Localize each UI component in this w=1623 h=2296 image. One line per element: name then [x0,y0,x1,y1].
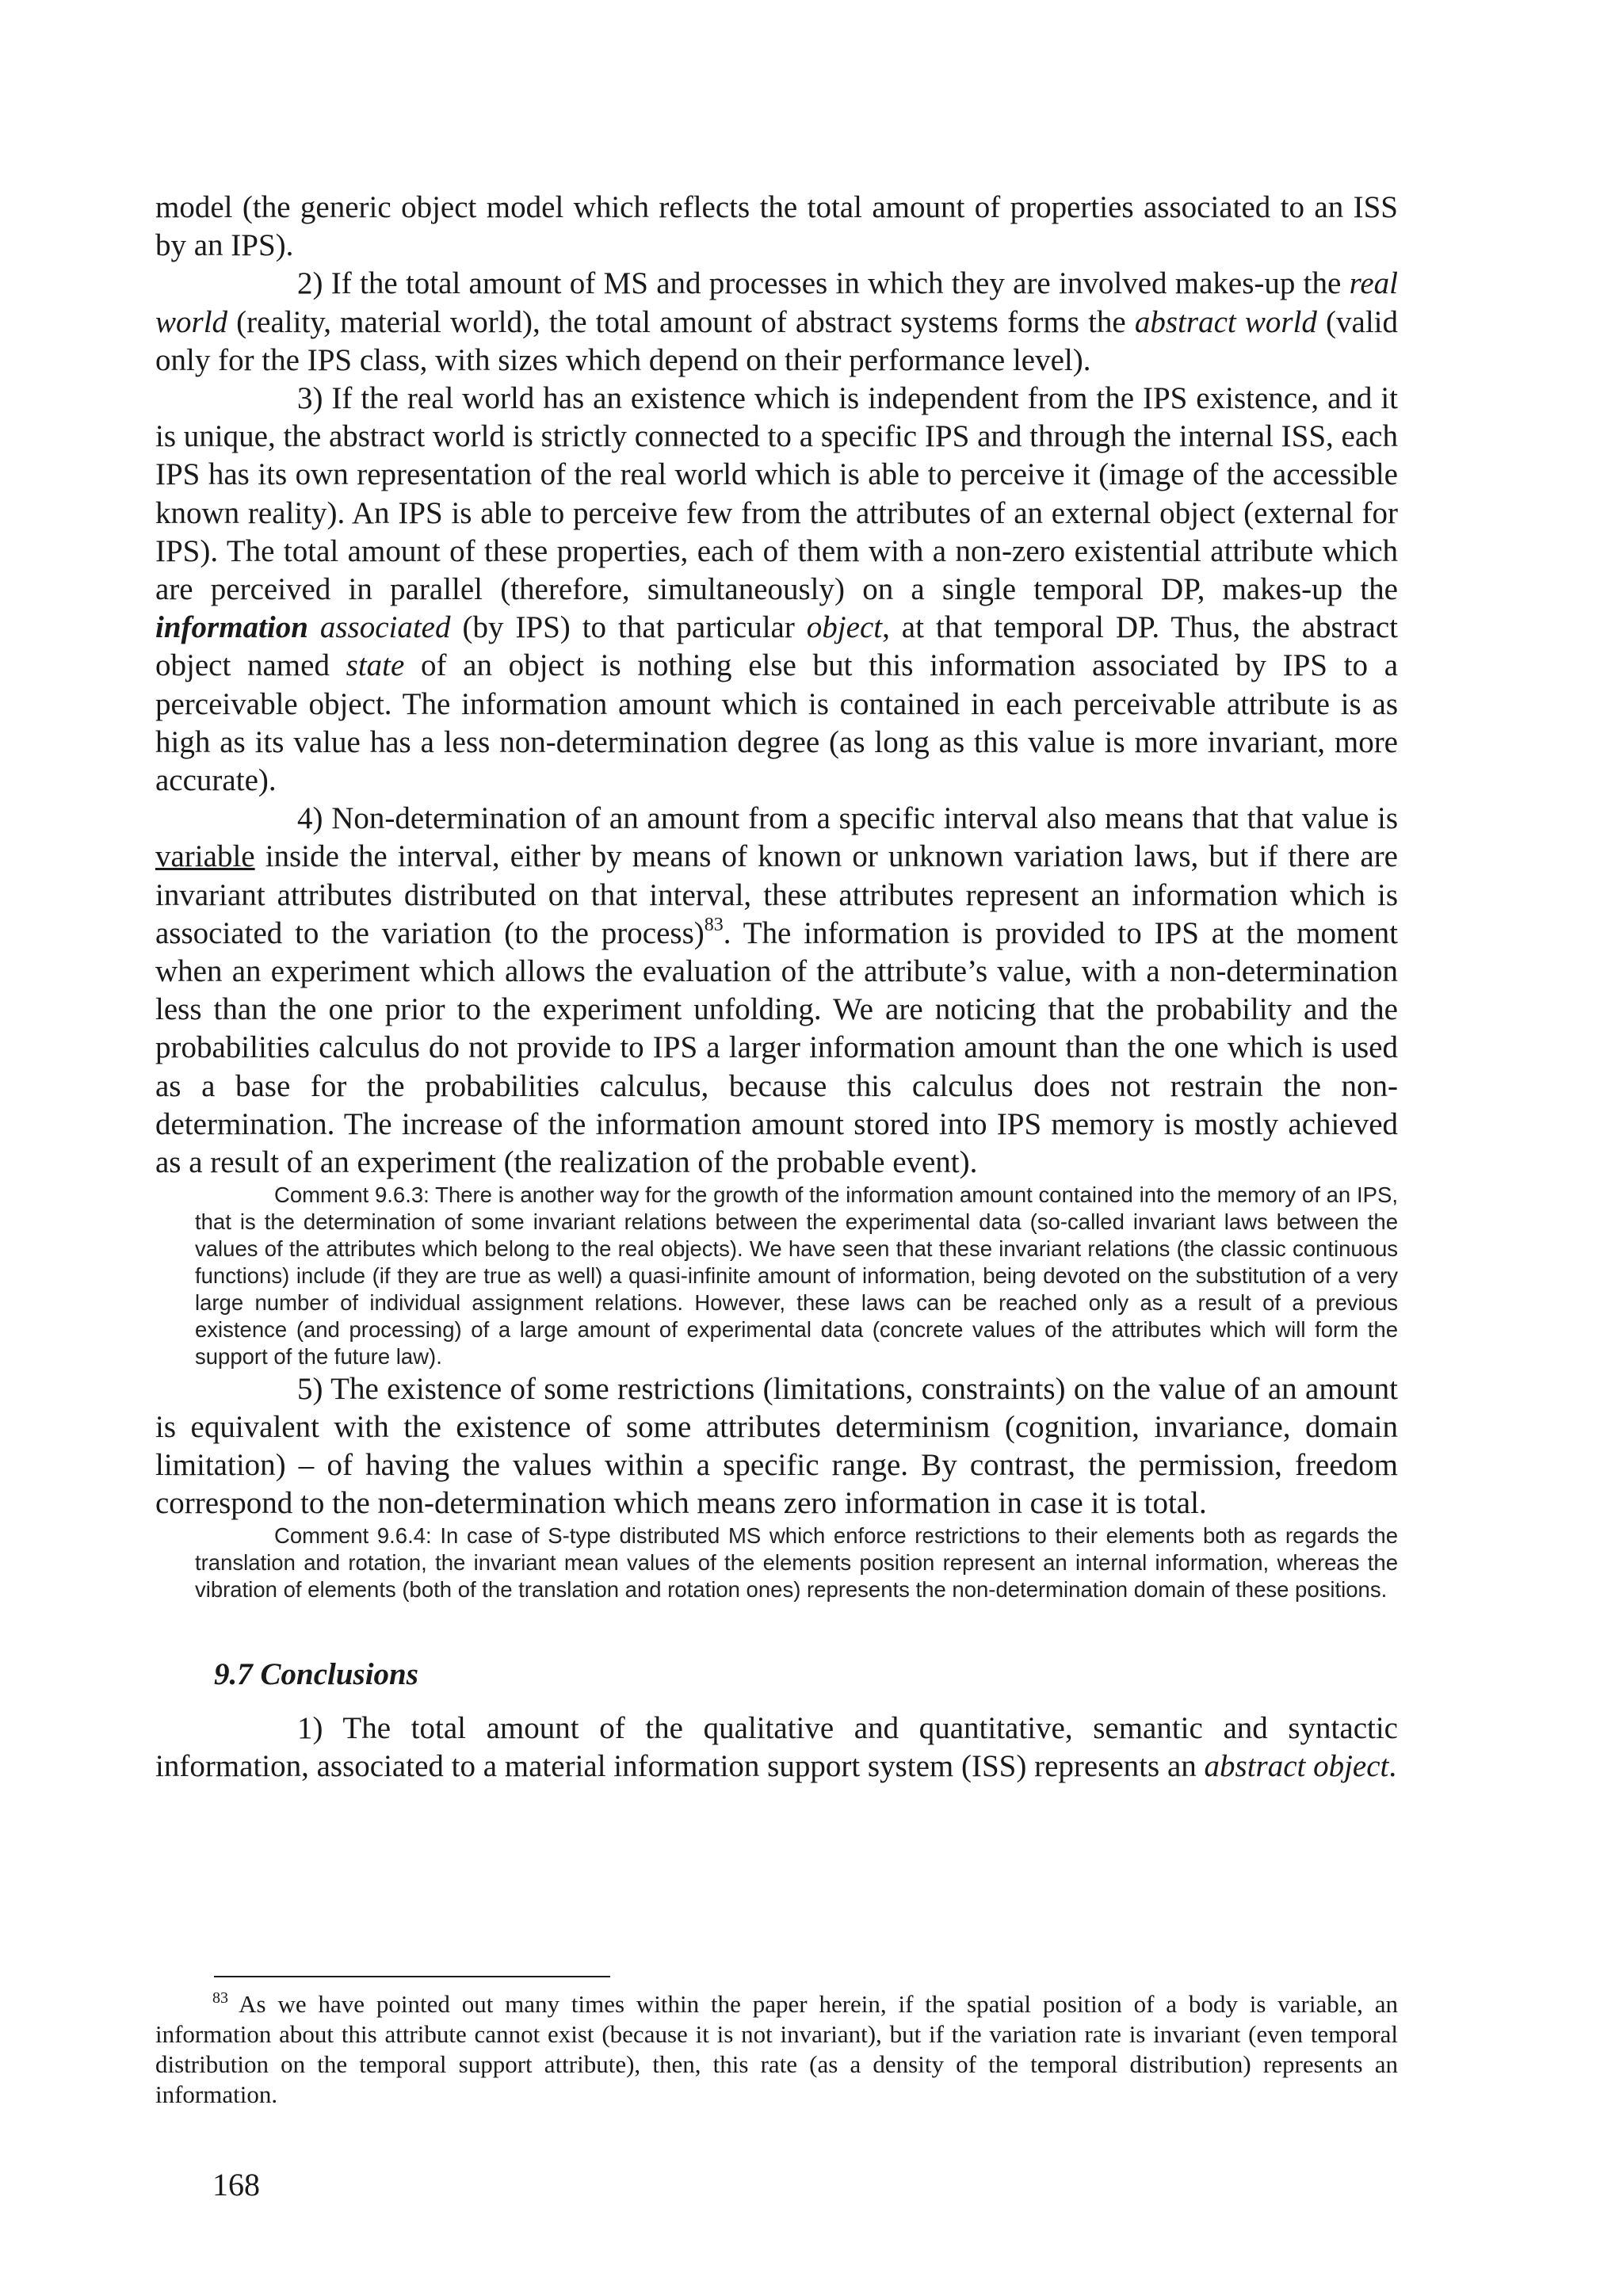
page-number: 168 [212,2167,260,2202]
p4-text-d: . The information is provided to IPS at the moment when an experiment which allows the evaluation of the attribute’s value, with a non-determination less than the one prior to the experiment unfolding. We are noticing that the probability and the probabilities calculus do not provide to IPS a larger information amount than the one which is used as a base for the probabilities calculus, because this calculus does not restrain the non-determination. The increase of the information amount stored into IPS memory is mostly achieved as a result of an experiment (the realization of the probable event). [155,915,1398,1180]
p2-term-abstract-world: abstract world [1134,304,1317,339]
p3-text-d: (by IPS) to that particular [450,610,807,645]
p3-term-state: state [346,648,405,683]
heading-spacer [155,1694,1398,1710]
comment-9-6-3: Comment 9.6.3: There is another way for the growth of the information amount contained into the memory of an IPS, that is the determination of some invariant relations between the experimental data (so-called invariant laws between the values of the attributes which belong to the real objects). We have seen that these invariant relations (the classic continuous functions) include (if they are true as well) a quasi-infinite amount of information, being devoted on the substitution of a very large number of individual assignment relations. However, these laws can be reached only as a result of a previous existence (and processing) of a large amount of experimental data (concrete values of the attributes which will form the support of the future law). [195,1182,1398,1369]
p3-term-object: object [806,610,883,645]
p2-text-a: 2) If the total amount of MS and processes in which they are involved makes-up the [297,266,1350,301]
c1-text-a: 1) The total amount of the qualitative and quantitative, semantic and syntactic information, associated to a material information support system (ISS) represents an [155,1711,1398,1784]
p3-term-associated: associated [319,610,451,645]
p3-text-f: , at that temporal DP. Thus, the abstract object named [155,610,1398,683]
p2-text-e: (valid only for the IPS class, with sizes which depend on their performance level). [155,304,1398,377]
p4-text-c: inside the interval, either by means of known or unknown variation laws, but if there are invariant attributes distributed on that interval, these attributes represent an information which is associated to the variation (to the process) [155,839,1398,950]
p4-term-variable: variable [155,839,255,874]
p2-term-real-world: real world [155,266,1398,339]
p3-term-information: information [155,610,308,645]
p4-text-a: 4) Non-determination of an amount from a specific interval also means that that value is [297,801,1398,836]
footnote-ref-83[interactable]: 83 [704,914,724,935]
c1-text-c: . [1388,1749,1397,1784]
page-body [155,189,1398,1786]
section-spacer [155,1603,1398,1656]
footnote-separator [214,1976,610,1977]
footnote-text: As we have pointed out many times within the paper herein, if the spatial position of a body is variable, an information about this attribute cannot exist (because it is not invariant), but if the variation rate is invariant (even temporal distribution on the temporal support attribute), then, this rate (as a density of the temporal distribution) represents an information. [155,1990,1398,2108]
paragraph-4 [155,800,1398,1182]
comment-9-6-4: Comment 9.6.4: In case of S-type distributed MS which enforce restrictions to their elements both as regards the translation and rotation, the invariant mean values of the elements position represent an internal information, whereas the vibration of elements (both of the translation and rotation ones) represents the non-determination domain of these positions. [195,1523,1398,1603]
paragraph-2 [155,265,1398,380]
conclusion-1 [155,1710,1398,1786]
paragraph-5: 5) The existence of some restrictions (limitations, constraints) on the value of an amount is equivalent with the existence of some attributes determinism (cognition, invariance, domain limitation) – of having the values within a specific range. By contrast, the permission, freedom correspond to the non-determination which means zero information in case it is total. [155,1371,1398,1521]
p2-text-c: (reality, material world), the total amount of abstract systems forms the [227,304,1135,339]
c1-term-abstract-object: abstract object [1204,1749,1389,1784]
paragraph-intro: model (the generic object model which reflects the total amount of properties associated to an ISS by an IPS). [155,190,1398,263]
footnote-number: 83 [212,1989,228,2007]
section-heading: 9.7 Conclusions [214,1657,418,1692]
p3-text-h: of an object is nothing else but this information associated by IPS to a perceivable object. The information amount which is contained in each perceivable attribute is as high as its value has a less non-determination degree (as long as this value is more invariant, more accurate). [155,648,1398,798]
paragraph-3 [155,380,1398,800]
p3-text-a: 3) If the real world has an existence which is independent from the IPS existence, and it is unique, the abstract world is strictly connected to a specific IPS and through the internal ISS, each IPS has its own representation of the real world which is able to perceive it (image of the accessible known reality). An IPS is able to perceive few from the attributes of an external object (external for IPS). The total amount of these properties, each of them with a non-zero existential attribute which are perceived in parallel (therefore, simultaneously) on a single temporal DP, makes-up the [155,381,1398,607]
footnote-83 [155,1989,1398,2110]
